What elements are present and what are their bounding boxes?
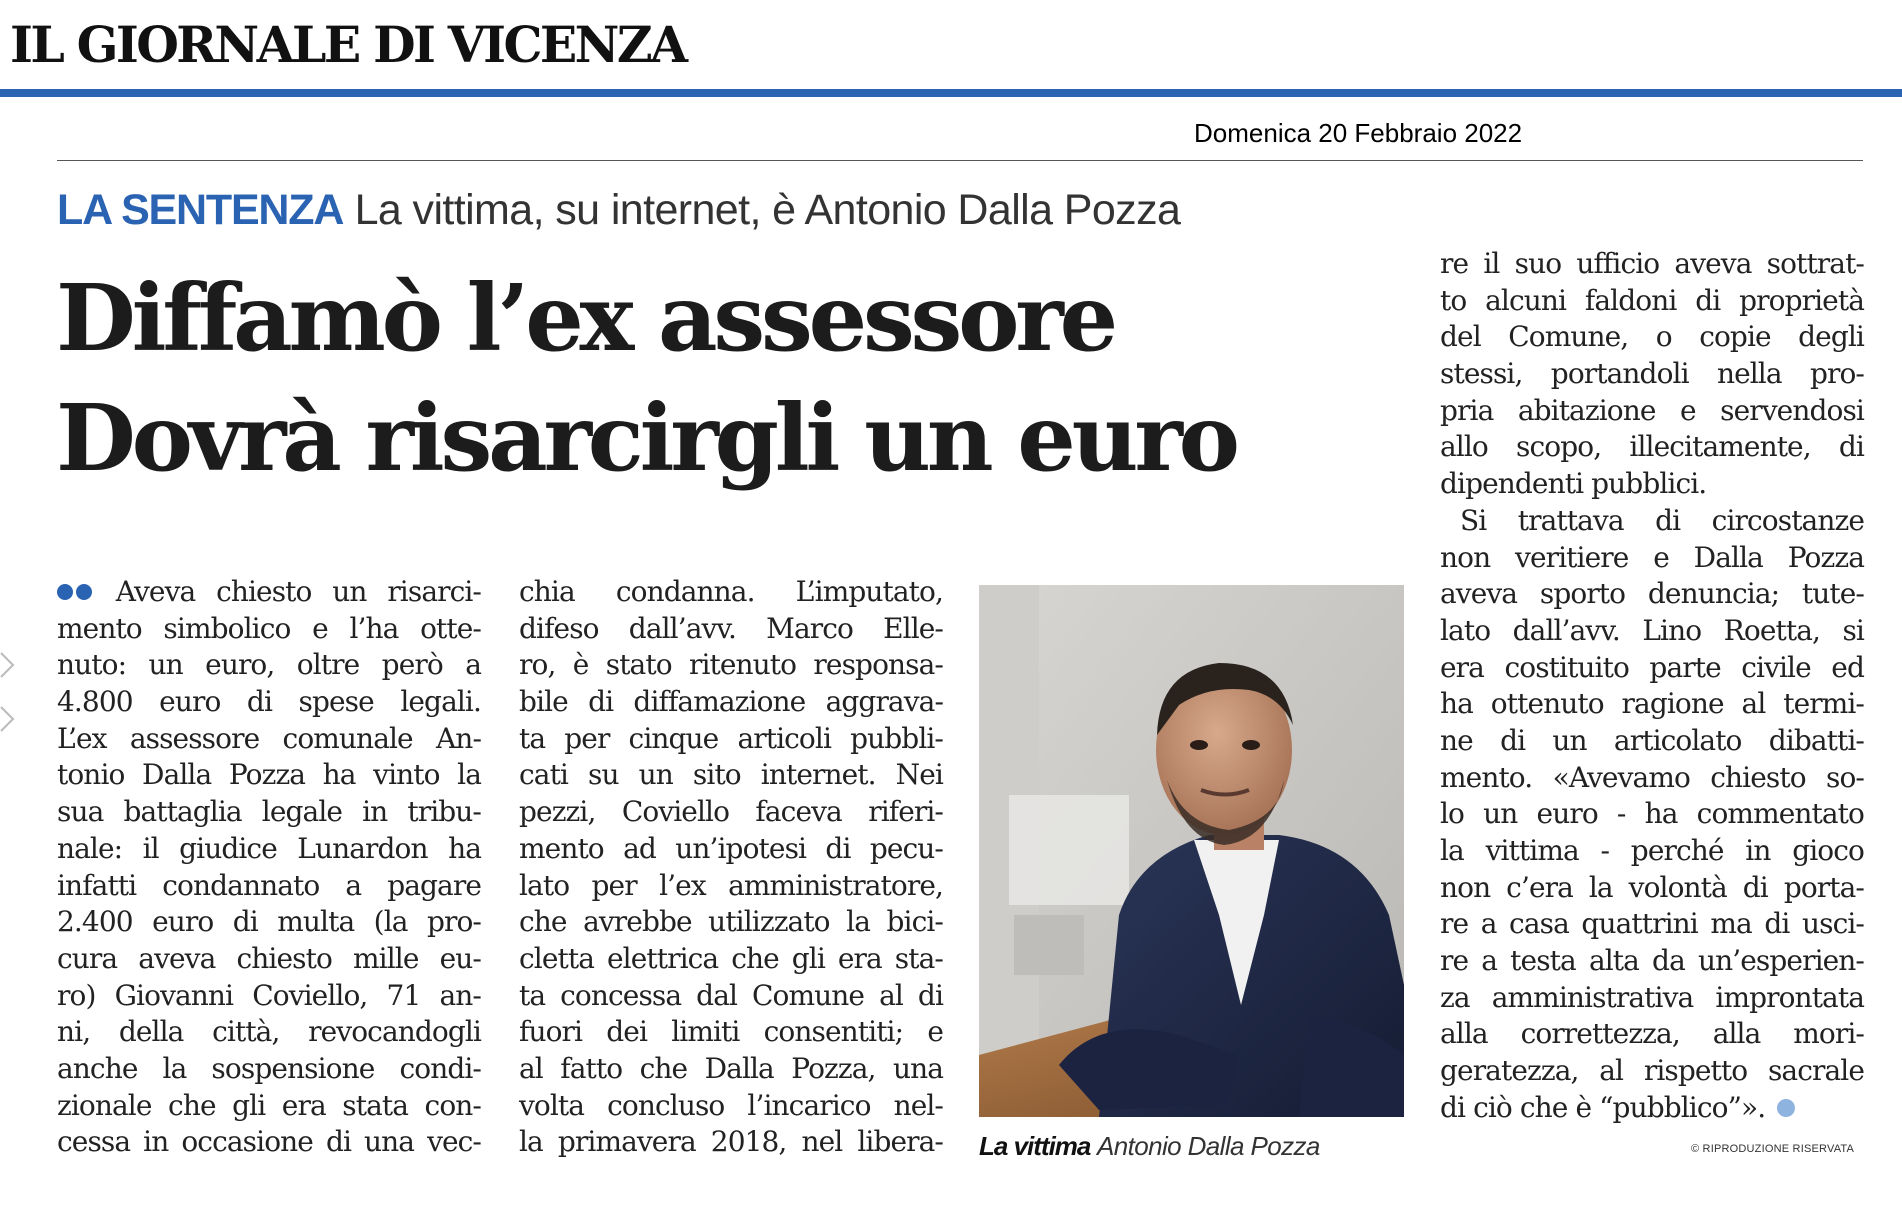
body-line-text: cati su un sito internet. Nei bbox=[519, 758, 943, 792]
body-line-text: era costituito parte civile ed bbox=[1440, 650, 1864, 684]
body-line bbox=[1440, 723, 1864, 760]
body-line-text: 4.800 euro di spese legali. bbox=[57, 685, 481, 719]
body-line-text: pria abitazione e servendosi bbox=[1440, 393, 1864, 427]
body-line-text: difeso dall’avv. Marco Elle- bbox=[519, 611, 943, 645]
body-line-text: ta per cinque articoli pubbli- bbox=[519, 721, 943, 755]
body-line bbox=[519, 647, 943, 684]
body-line-text: non c’era la volontà di porta- bbox=[1440, 870, 1864, 904]
body-line bbox=[1440, 1090, 1864, 1127]
body-line bbox=[1440, 393, 1864, 430]
body-line bbox=[57, 647, 481, 684]
body-line bbox=[57, 757, 481, 794]
body-line-text: zionale che gli era stata con- bbox=[57, 1088, 481, 1122]
body-line bbox=[57, 868, 481, 905]
body-line bbox=[57, 904, 481, 941]
body-line-text: al fatto che Dalla Pozza, una bbox=[519, 1051, 943, 1085]
body-line bbox=[1440, 319, 1864, 356]
headline-line-2: Dovrà risarcirgli un euro bbox=[56, 384, 1236, 492]
body-line bbox=[1440, 283, 1864, 320]
body-line-text: lo un euro - ha commentato bbox=[1440, 797, 1864, 831]
caption-label: La vittima bbox=[979, 1131, 1091, 1161]
body-line-text: sua battaglia legale in tribu- bbox=[57, 795, 481, 829]
body-line bbox=[57, 1124, 481, 1161]
body-line-text: pezzi, Coviello faceva riferi- bbox=[519, 795, 943, 829]
body-line bbox=[57, 794, 481, 831]
body-line bbox=[1440, 906, 1864, 943]
body-line-text: cura aveva chiesto mille eu- bbox=[57, 941, 481, 975]
body-line bbox=[57, 611, 481, 648]
body-line bbox=[57, 978, 481, 1015]
kicker-label: LA SENTENZA bbox=[57, 186, 344, 234]
body-line bbox=[519, 794, 943, 831]
body-column-2 bbox=[519, 574, 943, 1161]
body-line bbox=[1440, 1053, 1864, 1090]
body-line bbox=[57, 941, 481, 978]
body-line-text: za amministrativa improntata bbox=[1440, 980, 1864, 1014]
body-line-text: cessa in occasione di una vec- bbox=[57, 1125, 481, 1159]
body-line-text: mento ad un’ipotesi di pecu- bbox=[519, 831, 943, 865]
body-line-text: allo scopo, illecitamente, di bbox=[1440, 430, 1864, 464]
body-line bbox=[519, 978, 943, 1015]
body-line bbox=[519, 721, 943, 758]
body-line bbox=[1440, 429, 1864, 466]
body-line-text: bile di diffamazione aggrava- bbox=[519, 685, 943, 719]
body-line-text: ro) Giovanni Coviello, 71 an- bbox=[57, 978, 481, 1012]
body-line-text: ni, della città, revocandogli bbox=[57, 1015, 481, 1049]
body-column-3 bbox=[1440, 246, 1864, 1127]
body-line bbox=[57, 1051, 481, 1088]
body-line-text: anche la sospensione condi- bbox=[57, 1051, 481, 1085]
headline-line-1: Diffamò l’ex assessore bbox=[56, 264, 1114, 372]
body-line bbox=[57, 574, 481, 611]
body-line bbox=[519, 1014, 943, 1051]
body-line-text: non veritiere e Dalla Pozza bbox=[1440, 540, 1864, 574]
article-headline bbox=[56, 258, 1236, 498]
body-line bbox=[1440, 980, 1864, 1017]
copyright-notice: © RIPRODUZIONE RISERVATA bbox=[1691, 1143, 1855, 1155]
body-line-text: chia condanna. L’imputato, bbox=[519, 575, 943, 608]
body-line bbox=[519, 1088, 943, 1125]
body-line-text: ro, è stato ritenuto responsa- bbox=[519, 648, 943, 682]
masthead-logo[interactable]: IL GIORNALE DI VICENZA bbox=[10, 15, 686, 75]
body-line bbox=[519, 941, 943, 978]
chevron-right-icon[interactable] bbox=[0, 704, 16, 734]
body-line bbox=[1440, 246, 1864, 283]
body-line bbox=[57, 1014, 481, 1051]
body-line-text: mento. «Avevamo chiesto so- bbox=[1440, 760, 1864, 794]
body-line bbox=[519, 574, 943, 611]
article-kicker bbox=[57, 184, 1180, 236]
body-line-text: ne di un articolato dibatti- bbox=[1440, 723, 1864, 757]
body-line-text: Si trattava di circostanze bbox=[1460, 503, 1864, 537]
body-line bbox=[519, 904, 943, 941]
body-line bbox=[1440, 943, 1864, 980]
body-line-text: Aveva chiesto un risarci- bbox=[115, 575, 481, 608]
body-line-text: cletta elettrica che gli era sta- bbox=[519, 941, 943, 975]
body-line bbox=[1440, 540, 1864, 577]
body-line-text: di ciò che è “pubblico”». bbox=[1440, 1090, 1766, 1124]
body-line bbox=[57, 721, 481, 758]
body-line-text: geratezza, al rispetto sacrale bbox=[1440, 1054, 1864, 1088]
body-line bbox=[1440, 650, 1864, 687]
body-line bbox=[519, 684, 943, 721]
body-line bbox=[1440, 356, 1864, 393]
body-line-text: L’ex assessore comunale An- bbox=[57, 721, 481, 755]
portrait-image bbox=[979, 585, 1404, 1117]
body-line bbox=[519, 831, 943, 868]
body-line-text: alla correttezza, alla mori- bbox=[1440, 1017, 1864, 1051]
body-line bbox=[519, 1051, 943, 1088]
body-line-text: lato dall’avv. Lino Roetta, si bbox=[1440, 613, 1864, 647]
kicker-text: La vittima, su internet, è Antonio Dalla Pozza bbox=[354, 186, 1181, 234]
bullet-icon bbox=[76, 584, 92, 600]
body-line-text: nuto: un euro, oltre però a bbox=[57, 648, 481, 682]
body-line bbox=[1440, 686, 1864, 723]
body-line bbox=[519, 757, 943, 794]
body-line bbox=[519, 868, 943, 905]
end-of-article-icon bbox=[1777, 1099, 1795, 1117]
body-line bbox=[1440, 870, 1864, 907]
body-line-text: la primavera 2018, nel libera- bbox=[519, 1125, 943, 1159]
body-line bbox=[1440, 503, 1864, 540]
body-line-text: che avrebbe utilizzato la bici- bbox=[519, 905, 943, 939]
body-line-text: del Comune, o copie degli bbox=[1440, 320, 1864, 354]
body-line-text: tonio Dalla Pozza ha vinto la bbox=[57, 758, 481, 792]
date-divider bbox=[57, 160, 1863, 161]
body-line-text: nale: il giudice Lunardon ha bbox=[57, 831, 481, 865]
body-line bbox=[57, 1088, 481, 1125]
body-line-text: aveva sporto denuncia; tute- bbox=[1440, 577, 1864, 611]
body-line-text: re a testa alta da un’esperien- bbox=[1440, 944, 1864, 978]
body-line-text: 2.400 euro di multa (la pro- bbox=[57, 905, 481, 939]
body-line bbox=[519, 611, 943, 648]
body-line-text: to alcuni faldoni di proprietà bbox=[1440, 283, 1864, 317]
body-line-text: lato per l’ex amministratore, bbox=[519, 868, 943, 902]
body-line bbox=[1440, 796, 1864, 833]
body-line-text: stessi, portandoli nella pro- bbox=[1440, 357, 1864, 391]
body-line-text: mento simbolico e l’ha otte- bbox=[57, 611, 481, 645]
body-column-1 bbox=[57, 574, 481, 1161]
bullet-icon bbox=[57, 584, 73, 600]
body-line-text: infatti condannato a pagare bbox=[57, 868, 481, 902]
body-line bbox=[1440, 833, 1864, 870]
body-line bbox=[1440, 1016, 1864, 1053]
article-photo bbox=[979, 585, 1404, 1117]
body-line-text: volta concluso l’incarico nel- bbox=[519, 1088, 943, 1122]
body-line-text: fuori dei limiti consentiti; e bbox=[519, 1015, 943, 1049]
body-line-text: ta concessa dal Comune al di bbox=[519, 978, 943, 1012]
body-line-text: re il suo ufficio aveva sottrat- bbox=[1440, 247, 1864, 280]
body-line-text: la vittima - perché in gioco bbox=[1440, 834, 1864, 867]
body-line bbox=[519, 1124, 943, 1161]
body-line bbox=[1440, 576, 1864, 613]
publication-date: Domenica 20 Febbraio 2022 bbox=[1194, 118, 1523, 148]
body-line bbox=[57, 831, 481, 868]
body-line-text: ha ottenuto ragione al termi- bbox=[1440, 687, 1864, 721]
body-line bbox=[1440, 613, 1864, 650]
body-line-text: dipendenti pubblici. bbox=[1440, 467, 1707, 501]
caption-text: Antonio Dalla Pozza bbox=[1097, 1131, 1320, 1161]
body-line-text: re a casa quattrini ma di usci- bbox=[1440, 907, 1864, 941]
masthead-bar bbox=[0, 89, 1902, 97]
photo-caption bbox=[979, 1131, 1320, 1162]
body-line bbox=[1440, 760, 1864, 797]
body-line bbox=[1440, 466, 1864, 503]
body-line bbox=[57, 684, 481, 721]
chevron-right-icon[interactable] bbox=[0, 650, 16, 680]
